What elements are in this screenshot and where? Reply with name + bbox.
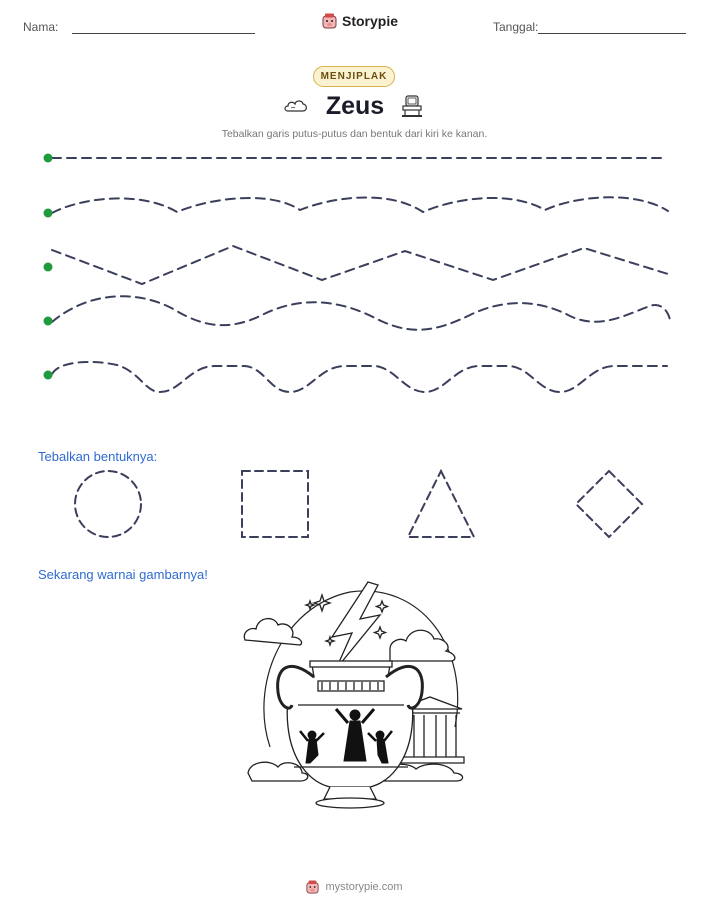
shapes-heading: Tebalkan bentuknya:: [38, 449, 158, 464]
activity-badge: MENJIPLAK: [313, 66, 395, 87]
pig-mascot-icon: [306, 880, 319, 894]
tracing-line-scallop[interactable]: [52, 362, 667, 392]
brand-name: Storypie: [342, 13, 399, 29]
start-dot: [44, 371, 53, 380]
start-dot: [44, 263, 53, 272]
tracing-line-wave-1[interactable]: [52, 197, 668, 213]
date-label: Tanggal:: [493, 20, 539, 34]
trace-diamond[interactable]: [576, 471, 642, 537]
throne-icon: [400, 94, 424, 118]
zeus-vase-coloring-picture[interactable]: [240, 577, 470, 817]
coloring-heading: Sekarang warnai gambarnya!: [38, 567, 208, 582]
trace-square[interactable]: [242, 471, 308, 537]
instruction-text: Tebalkan garis putus-putus dan bentuk dari kiri ke kanan.: [221, 128, 488, 140]
trace-triangle[interactable]: [408, 471, 474, 537]
name-label: Nama:: [23, 20, 59, 34]
pig-mascot-icon: [322, 13, 337, 29]
tracing-lines-area: [0, 140, 709, 400]
activity-title: Zeus: [325, 92, 385, 120]
start-dot: [44, 317, 53, 326]
cloud-left: [244, 619, 301, 645]
tracing-shapes-area: [0, 466, 709, 546]
tracing-line-zigzag[interactable]: [52, 246, 668, 284]
name-blank-line[interactable]: [72, 33, 255, 34]
footer: [0, 880, 709, 894]
cloud-right: [390, 630, 455, 661]
start-dot: [44, 154, 53, 163]
start-dot: [44, 209, 53, 218]
date-blank-line[interactable]: [538, 33, 686, 34]
tracing-line-wave-2[interactable]: [52, 296, 670, 330]
trace-circle[interactable]: [75, 471, 141, 537]
footer-url[interactable]: mystorypie.com: [325, 881, 403, 893]
brand-logo: [322, 13, 398, 29]
